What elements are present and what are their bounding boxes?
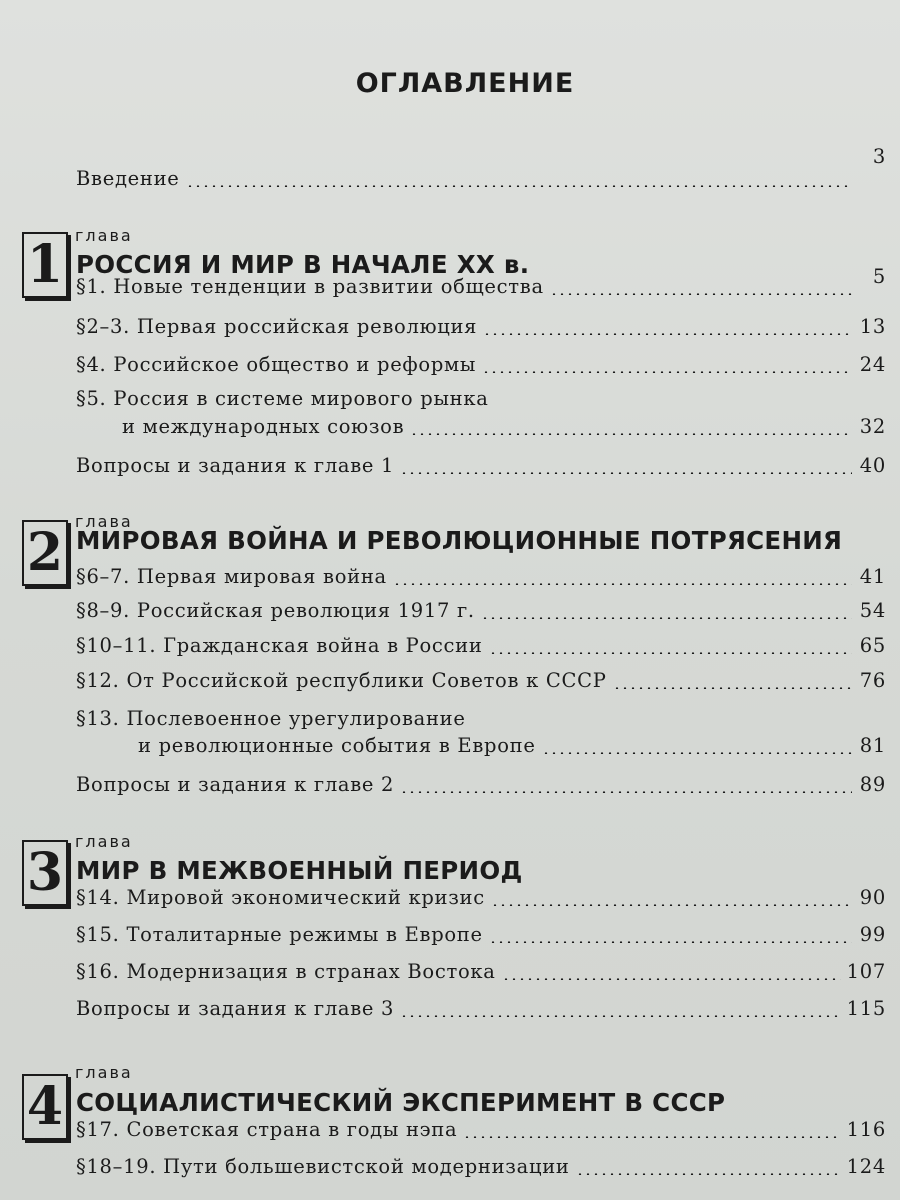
toc-entry bbox=[76, 994, 886, 1024]
entry-page: 13 bbox=[859, 315, 886, 338]
entry-page: 89 bbox=[859, 773, 886, 796]
dot-leader bbox=[613, 687, 852, 689]
dot-leader bbox=[482, 371, 852, 373]
entry-page: 5 bbox=[872, 265, 886, 288]
dot-leader bbox=[483, 333, 852, 335]
dot-leader bbox=[400, 1015, 841, 1017]
chapter-label: глава bbox=[75, 512, 133, 531]
dot-leader bbox=[491, 904, 852, 906]
entry-label: Вопросы и задания к главе 1 bbox=[76, 454, 395, 477]
toc-entry bbox=[76, 451, 886, 481]
entry-label-continuation: и революционные события в Европе bbox=[138, 734, 536, 757]
entry-page: 3 bbox=[872, 145, 886, 168]
entry-page: 54 bbox=[859, 599, 886, 622]
entry-label: Введение bbox=[76, 167, 180, 190]
dot-leader bbox=[550, 293, 852, 295]
entry-label: §4. Российское общество и реформы bbox=[76, 353, 477, 376]
entry-page: 76 bbox=[859, 669, 886, 692]
entry-page: 41 bbox=[859, 565, 886, 588]
entry-label: §17. Советская страна в годы нэпа bbox=[76, 1118, 458, 1141]
entry-label: §6–7. Первая мировая война bbox=[76, 565, 387, 588]
entry-page: 32 bbox=[859, 415, 886, 438]
entry-page: 107 bbox=[846, 960, 886, 983]
dot-leader bbox=[502, 978, 841, 980]
chapter-number-box: 4 bbox=[22, 1074, 68, 1140]
chapter-number-box: 1 bbox=[22, 232, 68, 298]
entry-page: 65 bbox=[859, 634, 886, 657]
entry-label: §13. Послевоенное урегулирование bbox=[76, 707, 466, 730]
entry-label: §14. Мировой экономический кризис bbox=[76, 886, 485, 909]
entry-label: §5. Россия в системе мирового рынка bbox=[76, 387, 489, 410]
toc-entry bbox=[76, 350, 886, 380]
toc-entry-intro bbox=[76, 145, 886, 194]
dot-leader bbox=[463, 1136, 840, 1138]
dot-leader bbox=[481, 617, 852, 619]
entry-page: 115 bbox=[846, 997, 886, 1020]
dot-leader bbox=[489, 941, 852, 943]
entry-label: §18–19. Пути большевистской модернизации bbox=[76, 1155, 570, 1178]
toc-entry bbox=[76, 666, 886, 696]
dot-leader bbox=[186, 185, 852, 187]
chapter-number-box: 3 bbox=[22, 840, 68, 906]
chapter-label: глава bbox=[75, 832, 133, 851]
toc-entry bbox=[76, 883, 886, 913]
entry-page: 99 bbox=[859, 923, 886, 946]
toc-title: ОГЛАВЛЕНИЕ bbox=[355, 68, 575, 99]
toc-entry bbox=[76, 562, 886, 592]
entry-label: §2–3. Первая российская революция bbox=[76, 315, 478, 338]
chapter-label: глава bbox=[75, 1063, 133, 1082]
toc-entry bbox=[76, 1115, 886, 1145]
entry-label: Вопросы и задания к главе 2 bbox=[76, 773, 395, 796]
toc-entry bbox=[76, 412, 886, 442]
dot-leader bbox=[400, 472, 852, 474]
dot-leader bbox=[393, 583, 852, 585]
entry-page: 40 bbox=[859, 454, 886, 477]
dot-leader bbox=[576, 1173, 841, 1175]
dot-leader bbox=[489, 652, 852, 654]
chapter-title: СОЦИАЛИСТИЧЕСКИЙ ЭКСПЕРИМЕНТ В СССР bbox=[76, 1088, 726, 1117]
entry-label: §16. Модернизация в странах Востока bbox=[76, 960, 496, 983]
toc-entry bbox=[76, 731, 886, 761]
entry-page: 116 bbox=[846, 1118, 886, 1141]
entry-label: §1. Новые тенденции в развитии общества bbox=[76, 275, 544, 298]
entry-label-continuation: и международных союзов bbox=[122, 415, 405, 438]
chapter-label: глава bbox=[75, 226, 133, 245]
toc-entry bbox=[76, 312, 886, 342]
dot-leader bbox=[400, 791, 852, 793]
entry-label: §8–9. Российская революция 1917 г. bbox=[76, 599, 475, 622]
toc-entry bbox=[76, 265, 886, 302]
chapter-title: МИРОВАЯ ВОЙНА И РЕВОЛЮЦИОННЫЕ ПОТРЯСЕНИЯ bbox=[76, 526, 843, 555]
entry-page: 90 bbox=[859, 886, 886, 909]
toc-entry bbox=[76, 596, 886, 626]
entry-page: 81 bbox=[859, 734, 886, 757]
entry-page: 24 bbox=[859, 353, 886, 376]
toc-entry bbox=[76, 920, 886, 950]
entry-label: Вопросы и задания к главе 3 bbox=[76, 997, 395, 1020]
dot-leader bbox=[410, 433, 852, 435]
entry-label: §10–11. Гражданская война в России bbox=[76, 634, 483, 657]
dot-leader bbox=[542, 752, 852, 754]
toc-entry bbox=[76, 770, 886, 800]
chapter-title: МИР В МЕЖВОЕННЫЙ ПЕРИОД bbox=[76, 856, 523, 885]
entry-label: §12. От Российской республики Советов к СССР bbox=[76, 669, 607, 692]
chapter-title: РОССИЯ И МИР В НАЧАЛЕ XX в. bbox=[76, 250, 530, 279]
toc-entry bbox=[76, 1152, 886, 1182]
toc-entry bbox=[76, 631, 886, 661]
chapter-number-box: 2 bbox=[22, 520, 68, 586]
entry-label: §15. Тоталитарные режимы в Европе bbox=[76, 923, 483, 946]
toc-entry bbox=[76, 957, 886, 987]
entry-page: 124 bbox=[846, 1155, 886, 1178]
